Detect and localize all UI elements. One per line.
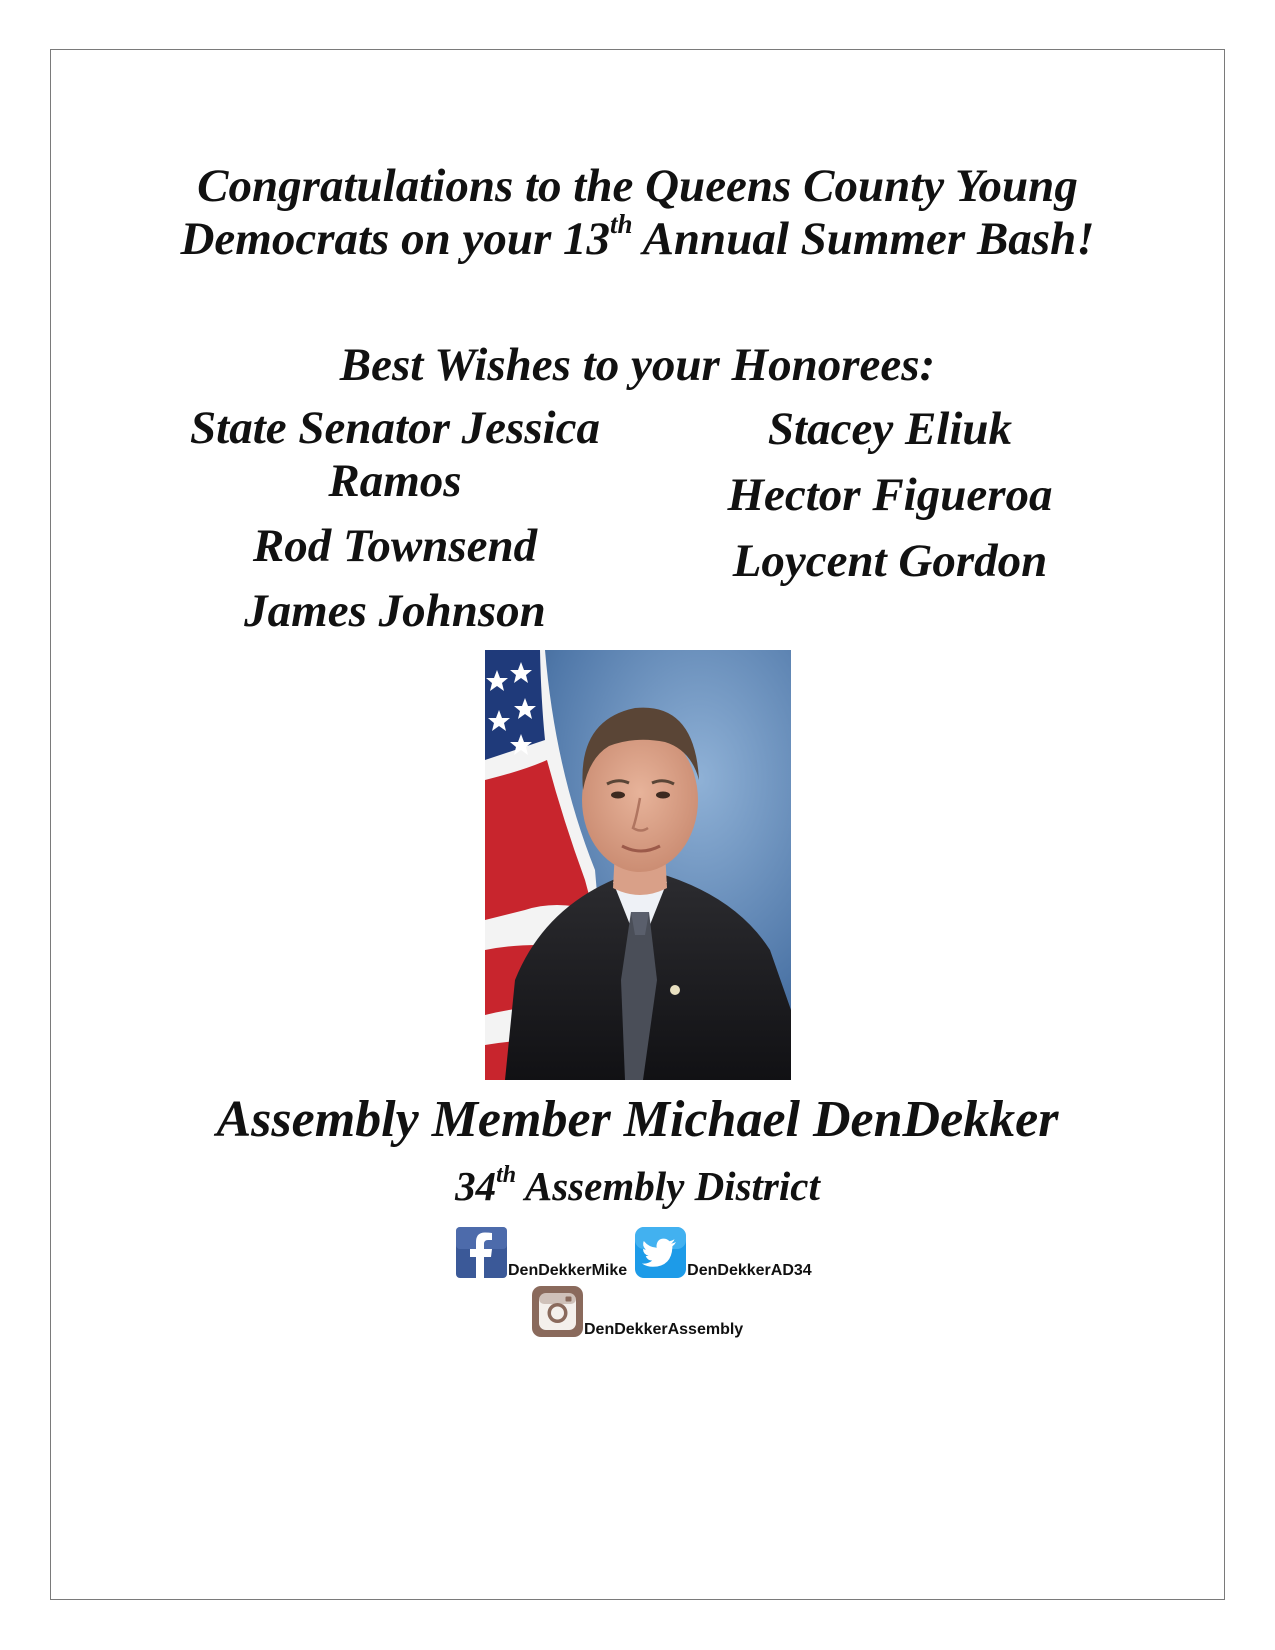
member-name: Assembly Member Michael DenDekker [216, 1091, 1059, 1148]
instagram-handle: DenDekkerAssembly [584, 1321, 744, 1338]
twitter-link[interactable] [635, 1227, 812, 1278]
district-text: Assembly District [516, 1163, 820, 1209]
twitter-handle: DenDekkerAD34 [687, 1262, 812, 1279]
honoree-name: James Johnson [244, 585, 546, 637]
headline-line-2-start: Democrats on your 13 [180, 213, 611, 265]
honoree-name: Rod Townsend [252, 520, 538, 572]
instagram-icon [532, 1286, 583, 1337]
instagram-link[interactable] [532, 1286, 743, 1337]
headline-line-2 [150, 209, 1125, 266]
headline-line-2-end: Annual Summer Bash! [632, 213, 1095, 265]
headline-ordinal-suffix: th [610, 209, 633, 240]
honorees-left-column [185, 402, 605, 650]
facebook-handle: DenDekkerMike [508, 1262, 628, 1279]
headline [150, 160, 1125, 266]
district-number: 34 [455, 1163, 497, 1209]
honoree-name: Loycent Gordon [732, 535, 1048, 587]
social-row [532, 1286, 751, 1337]
member-portrait-photo [485, 650, 791, 1080]
honoree-name: State Senator Jessica Ramos [190, 402, 600, 507]
wishes-heading: Best Wishes to your Honorees: [339, 339, 936, 391]
honoree-name: Stacey Eliuk [767, 403, 1013, 455]
social-row [456, 1227, 820, 1278]
honorees-right-column [700, 402, 1080, 600]
headline-line-1: Congratulations to the Queens County Young [197, 160, 1078, 212]
twitter-icon [635, 1227, 686, 1278]
district-label [150, 1162, 1125, 1210]
honoree-name: Hector Figueroa [727, 469, 1053, 521]
facebook-link[interactable] [456, 1227, 627, 1278]
district-ordinal-suffix: th [496, 1162, 517, 1189]
facebook-icon [456, 1227, 507, 1278]
